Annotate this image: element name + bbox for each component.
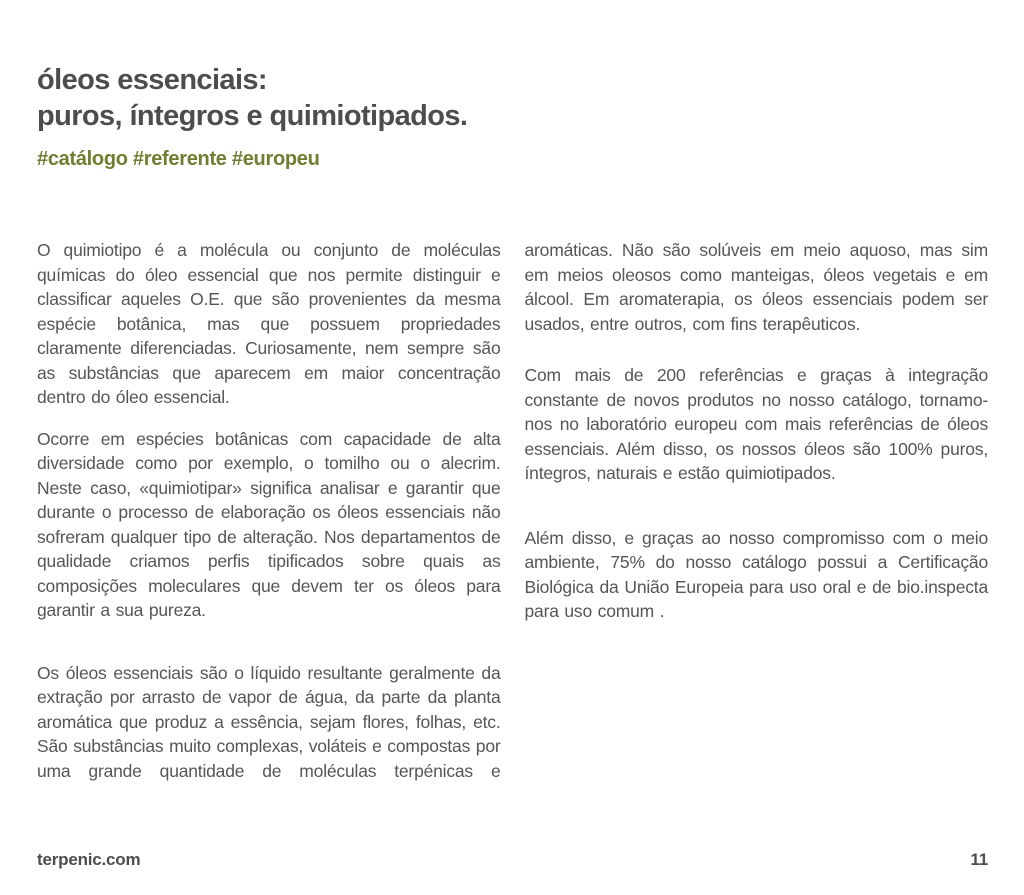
body-columns — [37, 238, 988, 783]
page-footer — [37, 850, 988, 870]
paragraph-aromaticas: aromáticas. Não são solúveis em meio aquoso, mas sim em meios oleosos como manteigas, óleos vegetais e em álcool. Em aromaterapia, os óleos essenciais podem ser usados, entre outros, com fins terapêuticos. — [524, 240, 988, 334]
title-line-1: óleos essenciais: — [37, 64, 267, 96]
hashtags: #catálogo #referente #europeu — [37, 148, 320, 170]
website-link[interactable]: terpenic.com — [37, 850, 141, 869]
page-title — [37, 62, 988, 134]
paragraph-referencias: Com mais de 200 referências e graças à integração constante de novos produtos no nosso catálogo, tornamo-nos no laboratório europeu com mais referências de óleos essenciais. Além disso, os nossos óleos são 100% puros, íntegros, naturais e estão quimiotipados. — [524, 365, 988, 483]
title-line-2: puros, íntegros e quimiotipados. — [37, 100, 468, 132]
paragraph-certificacao: Além disso, e graças ao nosso compromisso com o meio ambiente, 75% do nosso catálogo possui a Certificação Biológica da União Europeia para uso oral e de bio.inspecta para uso comum . — [524, 527, 988, 621]
page-number: 11 — [970, 850, 988, 869]
paragraph-quimiotipo: O quimiotipo é a molécula ou conjunto de moléculas químicas do óleo essencial que nos permite distinguir e classificar aqueles O.E. que são provenientes da mesma espécie botânica, mas que possuem propriedades claramente diferenciadas. Curiosamente, nem sempre são as substâncias que aparecem em maior concentração dentro do óleo essencial. — [37, 240, 501, 407]
right-column — [525, 238, 989, 783]
left-column — [37, 238, 501, 783]
paragraph-oleos-liquido: Os óleos essenciais são o líquido resultante geralmente da extração por arrasto de vapor de água, da parte da planta aromática que produz a essência, sejam flores, folhas, etc. São substâncias muito complexas, voláteis e compostas por uma grande quantidade de moléculas terpénicas e — [37, 662, 501, 781]
page-header — [37, 62, 988, 172]
paragraph-especies-botanicas: Ocorre em espécies botânicas com capacidade de alta diversidade como por exemplo, o tomilho ou o alecrim. Neste caso, «quimiotipar» significa analisar e garantir que durante o processo de elaboração os óleos essenciais não sofreram qualquer tipo de alteração. Nos departamentos de qualidade criamos perfis tipificados sobre quais as composições moleculares que devem ter os óleos para garantir a sua pureza. — [37, 428, 501, 620]
